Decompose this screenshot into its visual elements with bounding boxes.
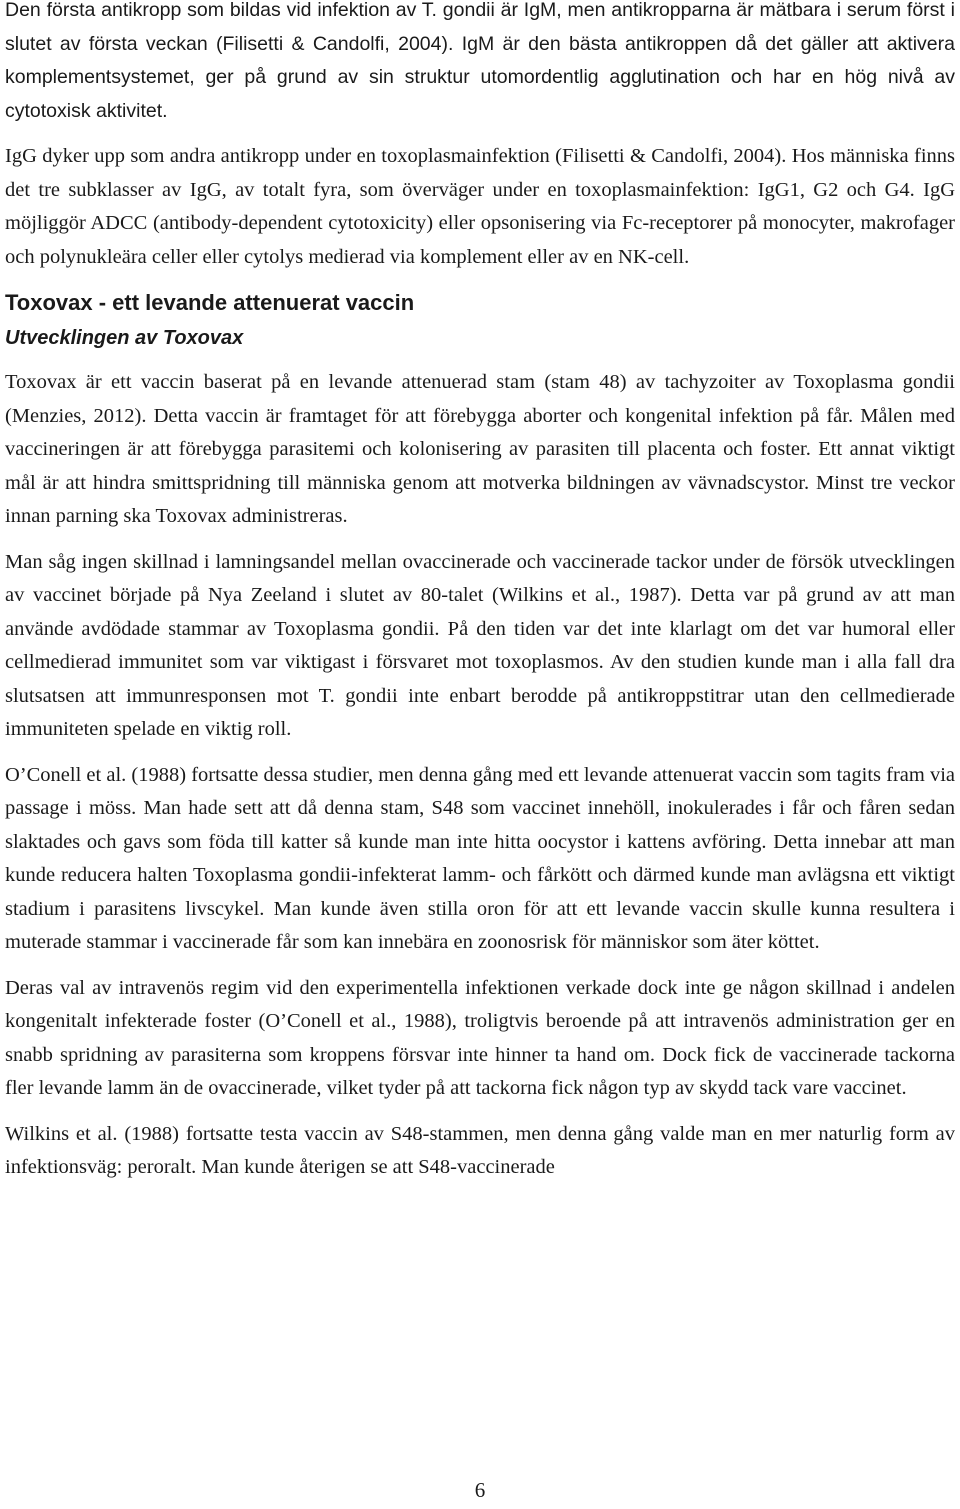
- paragraph-intravenous: Deras val av intravenös regim vid den experimentella infektionen verkade dock inte ge någon skillnad i andelen kongenitalt infekterade foster (O’Conell et al., 1988), troligtvis beroende på att intravenös administration ger en snabb spridning av parasiterna som kroppens försvar inte hinner ta hand om. Dock fick de vaccinerade tackorna fler levande lamm än de ovaccinerade, vilket tyder på att tackorna fick någon typ av skydd tack vare vaccinet.: [5, 976, 955, 1099]
- paragraph-wilkins: Wilkins et al. (1988) fortsatte testa vaccin av S48-stammen, men denna gång valde man en mer naturlig form av infektionsväg: peroralt. Man kunde återigen se att S48-vaccinerade: [5, 1122, 955, 1178]
- paragraph-oconell: O’Conell et al. (1988) fortsatte dessa studier, men denna gång med ett levande attenuerat vaccin som tagits fram via passage i möss. Man hade sett att då denna stam, S48 som vaccinet innehöll, inokulerades i får och fåren sedan slaktades och gavs som föda till katter så kunde man inte hitta oocystor i kattens avföring. Detta innebar att man kunde reducera halten Toxoplasma gondii-infekterat lamm- och fårkött och därmed kunde man avlägsna ett viktigt stadium i parasitens livscykel. Man kunde även stilla oron för att ett levande vaccin skulle kunna resultera i muterade stammar i vaccinerade får som kan innebära en zoonosrisk för människor som äter köttet.: [5, 763, 955, 953]
- paragraph-igg: IgG dyker upp som andra antikropp under en toxoplasmainfektion (Filisetti & Candolfi, 2004). Hos människa finns det tre subklasser av IgG, av totalt fyra, som överväger under en toxoplasmainfektion: IgG1, G2 och G4. IgG möjliggör ADCC (antibody-dependent cytotoxicity) eller opsonisering via Fc-receptorer på monocyter, makrofager och polynukleära celler eller cytolys medierad via komplement eller av en NK-cell.: [5, 145, 955, 268]
- paragraph-igm: Den första antikropp som bildas vid infektion av T. gondii är IgM, men antikropparna är mätbara i serum först i slutet av första veckan (Filisetti & Candolfi, 2004). IgM är den bästa antikroppen då det gäller att aktivera komplementsystemet, ger på grund av sin struktur utomordentlig agglutination och har en hög nivå av cytotoxisk aktivitet.: [5, 0, 955, 122]
- section-heading: Toxovax - ett levande attenuerat vaccin: [5, 290, 415, 315]
- page-number: 6: [474, 1478, 486, 1502]
- document-page: [5, 0, 955, 1197]
- paragraph-toxovax-intro: Toxovax är ett vaccin baserat på en levande attenuerad stam (stam 48) av tachyzoiter av Toxoplasma gondii (Menzies, 2012). Detta vaccin är framtaget för att förebygga aborter och kongenital infektion på får. Målen med vaccineringen är att förebygga parasitemi och kolonisering av parasiten till placenta och foster. Ett annat viktigt mål är att hindra smittspridning till människa genom att motverka bildningen av vävnadscystor. Minst tre veckor innan parning ska Toxovax administreras.: [5, 371, 955, 527]
- paragraph-history: Man såg ingen skillnad i lamningsandel mellan ovaccinerade och vaccinerade tackor under de försök utvecklingen av vaccinet började på Nya Zeeland i slutet av 80-talet (Wilkins et al., 1987). Detta var på grund av att man använde avdödade stammar av Toxoplasma gondii. På den tiden var det inte klarlagt om det var humoral eller cellmedierad immunitet som var viktigast i försvaret mot toxoplasmos. Av den studien kunde man i alla fall dra slutsatsen att immunresponsen mot T. gondii inte enbart berodde på antikroppstitrar utan den cellmedierade immuniteten spelade en viktig roll.: [5, 550, 955, 740]
- subsection-heading: Utvecklingen av Toxovax: [5, 327, 244, 349]
